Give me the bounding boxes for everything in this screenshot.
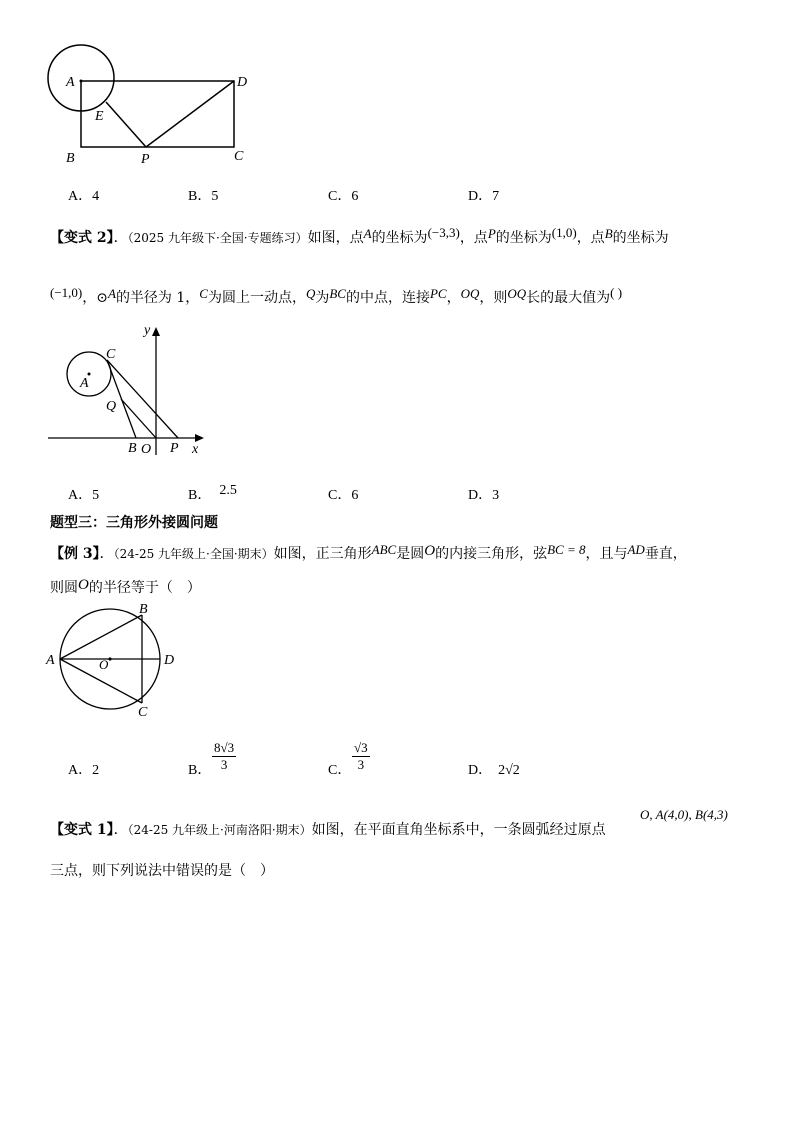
x-axis-arrow — [195, 434, 204, 442]
q1-option-c: C．6 — [328, 189, 359, 204]
q2-line-1: 【变式 2】．（2025 九年级下·全国·专题练习）如图，点A的坐标为(−3,3)，点P的坐标为(1,0)，点B的坐标为 — [50, 225, 669, 246]
ex3-tag: 【例 3】 — [50, 546, 100, 562]
q2-option-a: A．5 — [68, 488, 100, 503]
label-p: P — [141, 152, 150, 167]
q1-option-a: A．4 — [68, 189, 100, 204]
label-c: C — [234, 149, 244, 164]
figure-inscribed-triangle — [44, 598, 194, 722]
segment-qo — [121, 399, 156, 438]
segment-ab — [60, 615, 142, 659]
label-b: B — [139, 602, 148, 617]
q2-line-2: (−1,0)，⊙A的半径为 1，C为圆上一动点，Q为BC的中点，连接PC，OQ，则OQ长的最大值为( ) — [50, 285, 623, 306]
segment-ep — [106, 102, 146, 147]
ex3-option-b-label: B． — [188, 763, 212, 778]
label-c: C — [106, 347, 116, 362]
ex3-option-c-label: C． — [328, 763, 352, 778]
rectangle-abcd — [81, 81, 234, 147]
v1-tag: 【变式 1】 — [50, 822, 114, 838]
q2-tag: 【变式 2】 — [50, 230, 114, 246]
label-o: O — [141, 442, 152, 457]
label-a: A — [66, 75, 75, 90]
label-q: Q — [106, 399, 117, 414]
label-a: A — [80, 376, 89, 391]
label-b: B — [66, 151, 75, 166]
center-o-dot — [108, 657, 111, 660]
ex3-line-2: 则圆O的半径等于（ ） — [50, 577, 201, 596]
q2-option-d: D．3 — [468, 488, 500, 503]
ex3-option-c-fraction: $\frac{√3}{3}$ — [354, 740, 368, 772]
ex3-option-d: D． 2√2 — [468, 763, 520, 778]
v1-points: O, A(4,0), B(4,3) — [640, 807, 728, 822]
v1-line-2: 三点，则下列说法中错误的是（ ） — [50, 863, 274, 879]
figure-coordinate-circle — [40, 318, 220, 463]
label-b: B — [128, 441, 137, 456]
ex3-line-1: 【例 3】．（24-25 九年级上·全国·期末）如图，正三角形ABC是圆O的内接三角形，弦BC = 8，且与AD垂直， — [50, 542, 687, 562]
q1-option-b: B．5 — [188, 189, 219, 204]
label-d: D — [164, 653, 175, 668]
label-a: A — [46, 653, 55, 668]
label-d: D — [237, 75, 248, 90]
segment-pd — [146, 81, 234, 147]
q1-option-d: D．7 — [468, 189, 500, 204]
figure-rectangle-circle — [40, 40, 260, 170]
label-c: C — [138, 705, 148, 720]
section-title: 题型三：三角形外接圆问题 — [50, 515, 218, 531]
point-a-dot — [80, 80, 83, 83]
label-o: O — [99, 657, 109, 672]
label-y: y — [144, 323, 151, 338]
q2-option-b: B． 2.5 — [188, 483, 237, 503]
label-x: x — [192, 442, 199, 457]
label-p: P — [170, 441, 179, 456]
ex3-option-b-fraction: $\frac{8√3}{3}$ — [214, 740, 235, 772]
y-axis-arrow — [152, 327, 160, 336]
v1-line-1: 【变式 1】．（24-25 九年级上·河南洛阳·期末）如图，在平面直角坐标系中，一条圆弧经过原点 — [50, 822, 606, 838]
ex3-option-a: A．2 — [68, 763, 100, 778]
q2-option-c: C．6 — [328, 488, 359, 503]
label-e: E — [95, 109, 104, 124]
segment-cp — [107, 360, 178, 438]
